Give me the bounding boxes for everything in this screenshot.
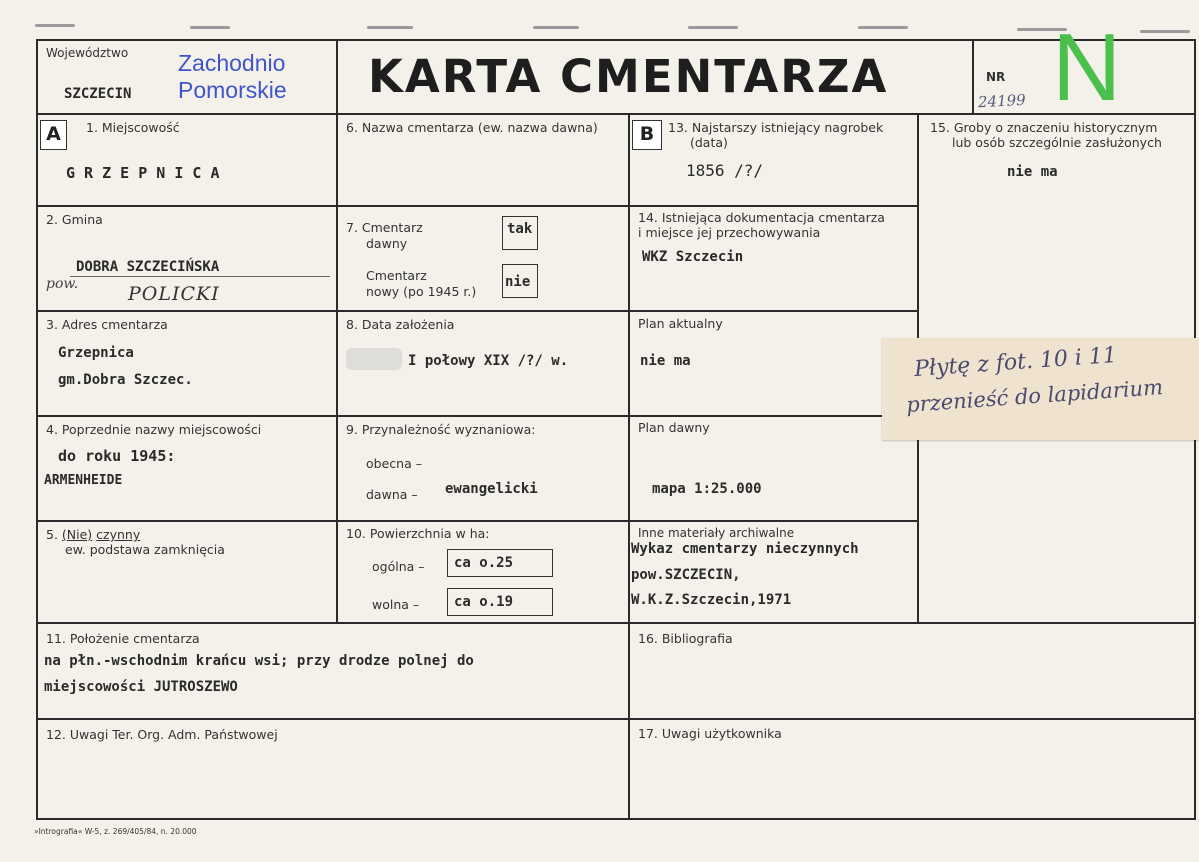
field-7-box-nowy: nie [502, 264, 538, 298]
footer-imprint: »Intrografia« W-5, z. 269/405/84, n. 20.000 [34, 827, 197, 836]
field-7-box-dawny: tak [502, 216, 538, 250]
field-8-erased-mark [346, 348, 402, 370]
field-9-label: 9. Przynależność wyznaniowa: [346, 422, 536, 437]
field-8-label: 8. Data założenia [346, 317, 455, 332]
wojewodztwo-value: SZCZECIN [64, 86, 132, 102]
inne-line-3: W.K.Z.Szczecin,1971 [631, 592, 792, 608]
plan-aktualny-value: nie ma [640, 353, 691, 369]
field-3-line-2: gm.Dobra Szczec. [58, 372, 193, 388]
rule [36, 818, 1196, 820]
top-mark [367, 26, 413, 29]
pow-value: POLICKI [128, 283, 220, 305]
rule [628, 113, 630, 820]
nr-handwritten: 24199 [977, 90, 1027, 112]
field-12-label: 12. Uwagi Ter. Org. Adm. Państwowej [46, 727, 278, 742]
field-14-label-1: 14. Istniejąca dokumentacja cmentarza [638, 210, 885, 225]
plan-dawny-value: mapa 1:25.000 [652, 481, 762, 497]
field-16-label: 16. Bibliografia [638, 631, 733, 646]
rule [972, 39, 974, 113]
section-b-badge: B [632, 120, 662, 150]
field-9-obecna-label: obecna – [366, 456, 422, 471]
wojewodztwo-label: Województwo [46, 46, 129, 60]
rule [36, 39, 1196, 41]
field-9-dawna-label: dawna – [366, 487, 418, 502]
field-10-ogolna-value: ca o.25 [447, 549, 553, 577]
field-7-label-1b: dawny [366, 236, 408, 251]
top-mark [190, 26, 230, 29]
top-mark [688, 26, 738, 29]
field-8-value: I połowy XIX /?/ w. [408, 353, 569, 369]
field-14-value: WKZ Szczecin [642, 249, 744, 265]
top-mark [533, 26, 579, 29]
page-title: KARTA CMENTARZA [368, 50, 889, 103]
field-3-label: 3. Adres cmentarza [46, 317, 168, 332]
field-11-line-1: na płn.-wschodnim krańcu wsi; przy drodze polnej do [44, 653, 474, 669]
field-5-label-2: ew. podstawa zamknięcia [65, 542, 225, 557]
note-line-1: Płytę z fot. 10 i 11 [913, 342, 1118, 383]
field-15-label-1: 15. Groby o znaczeniu historycznym [930, 120, 1158, 135]
field-5-nie: (Nie) [61, 527, 93, 542]
stamp-line-1: Zachodnio [178, 50, 286, 76]
rule [36, 113, 1196, 115]
rule [36, 520, 918, 522]
field-4-label: 4. Poprzednie nazwy miejscowości [46, 422, 262, 437]
field-11-line-2: miejscowości JUTROSZEWO [44, 679, 238, 695]
rule [36, 415, 918, 417]
top-mark [1140, 30, 1190, 33]
top-mark [35, 24, 75, 27]
field-5-czynny: czynny [96, 527, 141, 542]
field-10-wolna-label: wolna – [372, 597, 420, 612]
field-5-prefix: 5. [46, 527, 62, 542]
field-7-label-1: 7. Cmentarz [346, 220, 423, 235]
region-stamp [178, 50, 287, 104]
field-7-label-2: Cmentarz [366, 268, 427, 283]
plan-aktualny-label: Plan aktualny [638, 316, 723, 331]
top-mark [858, 26, 908, 29]
rule [36, 718, 1196, 720]
field-15-value: nie ma [1007, 164, 1058, 180]
rule [36, 622, 1196, 624]
field-10-ogolna-label: ogólna – [372, 559, 425, 574]
plan-dawny-label: Plan dawny [638, 420, 710, 435]
field-6-label: 6. Nazwa cmentarza (ew. nazwa dawna) [346, 120, 598, 135]
field-11-label: 11. Położenie cmentarza [46, 631, 200, 646]
field-7-label-2b: nowy (po 1945 r.) [366, 284, 477, 299]
field-1-label: 1. Miejscowość [86, 120, 180, 135]
field-1-value: G R Z E P N I C A [66, 164, 220, 182]
field-5-label [46, 527, 140, 542]
nr-label: NR [986, 70, 1006, 84]
rule [36, 310, 918, 312]
field-13-value: 1856 /?/ [686, 161, 764, 180]
field-10-wolna-value: ca o.19 [447, 588, 553, 616]
field-17-label: 17. Uwagi użytkownika [638, 726, 782, 741]
field-3-line-1: Grzepnica [58, 345, 134, 361]
rule [336, 39, 338, 624]
rule [36, 205, 918, 207]
field-2-underline [70, 276, 330, 277]
field-13-label-2: (data) [690, 135, 728, 150]
section-a-badge: A [40, 120, 67, 150]
field-15-label-2: lub osób szczególnie zasłużonych [952, 135, 1162, 150]
inne-line-1: Wykaz cmentarzy nieczynnych [631, 541, 859, 557]
field-2-label: 2. Gmina [46, 212, 103, 227]
field-13-label-1: 13. Najstarszy istniejący nagrobek [668, 120, 884, 135]
inne-line-2: pow.SZCZECIN, [631, 567, 741, 583]
stamp-line-2: Pomorskie [178, 77, 287, 103]
field-9-dawna-value: ewangelicki [445, 481, 538, 497]
pasted-note [882, 338, 1199, 440]
field-4-line-2: ARMENHEIDE [44, 473, 123, 488]
inne-label: Inne materiały archiwalne [638, 526, 795, 540]
note-line-2: przenieść do lapidarium [905, 375, 1164, 417]
nr-letter: N [1052, 14, 1122, 121]
field-14-label-2: i miejsce jej przechowywania [638, 225, 821, 240]
rule [36, 39, 38, 820]
field-4-line-1: do roku 1945: [58, 447, 176, 465]
field-10-label: 10. Powierzchnia w ha: [346, 526, 490, 541]
pow-label: pow. [46, 276, 79, 292]
field-2-value: DOBRA SZCZECIŃSKA [76, 259, 220, 275]
